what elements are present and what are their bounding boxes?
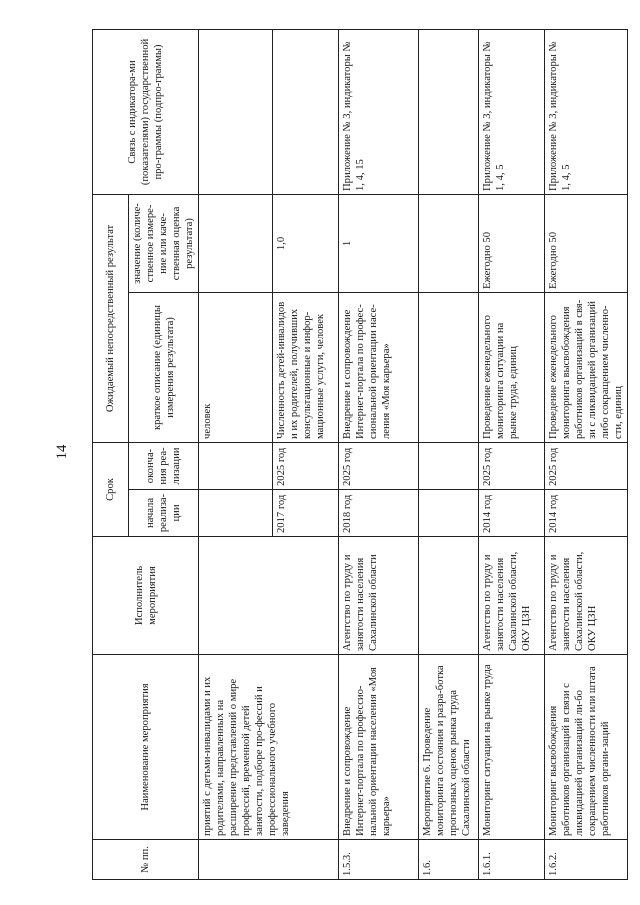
measures-table-rotated [92, 30, 625, 880]
cell-name: Мониторинг высвобождения работников организаций в связи с ликвидацией организаций ли-бо сокращением численности или штата работников органи-заций [545, 655, 628, 840]
cell-executor: Агентство по труду и занятости населения Сахалинской области [339, 537, 419, 655]
header-link: Связь с индикатора-ми (показателями) государственной про-граммы (подпро-граммы) [93, 29, 199, 194]
header-result-value: значение (количе-ственное измере-ние или каче-ственная оценка результата) [129, 194, 199, 292]
cell-link [273, 29, 339, 194]
header-term-start: начала реализа-ции [129, 490, 199, 537]
cell-link [199, 29, 273, 194]
cell-name: Мероприятие 6. Проведение мониторинга состояния и разра-ботка прогнозных оценок рынка труда Сахалинской области [419, 655, 479, 840]
cell-result-desc [419, 293, 479, 443]
cell-num: 1.6.2. [545, 840, 628, 880]
cell-executor: Агентство по труду и занятости населения Сахалинской области, ОКУ ЦЗН [545, 537, 628, 655]
cell-link [419, 29, 479, 194]
cell-name: приятий с детьми-инвалидами и их родителями, направленных на расширение представлений о мире профессий, временной детей занятости, подборе про-фессий и профессионального учебного заведения [199, 655, 339, 840]
header-executor: Исполнитель мероприятия [93, 537, 199, 655]
cell-executor: Агентство по труду и занятости населения Сахалинской области, ОКУ ЦЗН [479, 537, 545, 655]
cell-num [199, 840, 339, 880]
cell-result-desc: Проведение еженедельного мониторинга высвобождения работников организаций в свя-зи с ликвидацией организаций либо сокращением численно-сти, единиц [545, 293, 628, 443]
table-row [419, 29, 479, 879]
table-row [479, 29, 545, 879]
measures-table [92, 29, 628, 880]
cell-result-value: 1,0 [273, 194, 339, 292]
cell-num: 1.6. [419, 840, 479, 880]
cell-result-value: Ежегодно 50 [479, 194, 545, 292]
cell-name: Внедрение и сопровождение Интернет-портала по профессио-нальной ориентации населения «Моя карьера» [339, 655, 419, 840]
cell-result-value: 1 [339, 194, 419, 292]
cell-end [419, 443, 479, 490]
table-row [339, 29, 419, 879]
cell-name: Мониторинг ситуации на рынке труда [479, 655, 545, 840]
cell-result-desc: Численность детей-инвалидов и их родителей, получивших консультационные и инфор-мационные услуги, человек [273, 293, 339, 443]
cell-start: 2018 год [339, 490, 419, 537]
cell-result-desc: Внедрение и сопровождение Интернет-портала по профес-сиональной ориентации насе-ления «Моя карьера» [339, 293, 419, 443]
cell-end: 2025 год [339, 443, 419, 490]
cell-num: 1.6.1. [479, 840, 545, 880]
cell-start: 2014 год [545, 490, 628, 537]
table-row [545, 29, 628, 879]
cell-start [199, 490, 273, 537]
header-term: Срок [93, 443, 129, 537]
table-body [199, 29, 628, 879]
cell-end: 2025 год [479, 443, 545, 490]
header-result-desc: краткое описание (единицы измерения результата) [129, 293, 199, 443]
cell-result-value: Ежегодно 50 [545, 194, 628, 292]
cell-result-desc: Проведение еженедельного мониторинга ситуации на рынке труда, единиц [479, 293, 545, 443]
cell-result-desc: человек [199, 293, 273, 443]
cell-result-value [199, 194, 273, 292]
table-row [199, 29, 273, 879]
cell-link: Приложение № 3, индикаторы № 1, 4, 5 [479, 29, 545, 194]
cell-link: Приложение № 3, индикаторы № 1, 4, 15 [339, 29, 419, 194]
cell-executor [199, 537, 339, 655]
cell-executor [419, 537, 479, 655]
cell-start: 2014 год [479, 490, 545, 537]
table-header [93, 29, 199, 879]
cell-num: 1.5.3. [339, 840, 419, 880]
header-result: Ожидаемый непосредственный результат [93, 194, 129, 442]
cell-start: 2017 год [273, 490, 339, 537]
header-num: № пп. [93, 840, 199, 880]
cell-link: Приложение № 3, индикаторы № 1, 4, 5 [545, 29, 628, 194]
cell-start [419, 490, 479, 537]
page-number: 14 [54, 444, 70, 460]
header-term-end: оконча-ния реа-лизации [129, 443, 199, 490]
header-name: Наименование мероприятия [93, 655, 199, 840]
cell-end: 2025 год [545, 443, 628, 490]
cell-end: 2025 год [273, 443, 339, 490]
cell-end [199, 443, 273, 490]
cell-result-value [419, 194, 479, 292]
